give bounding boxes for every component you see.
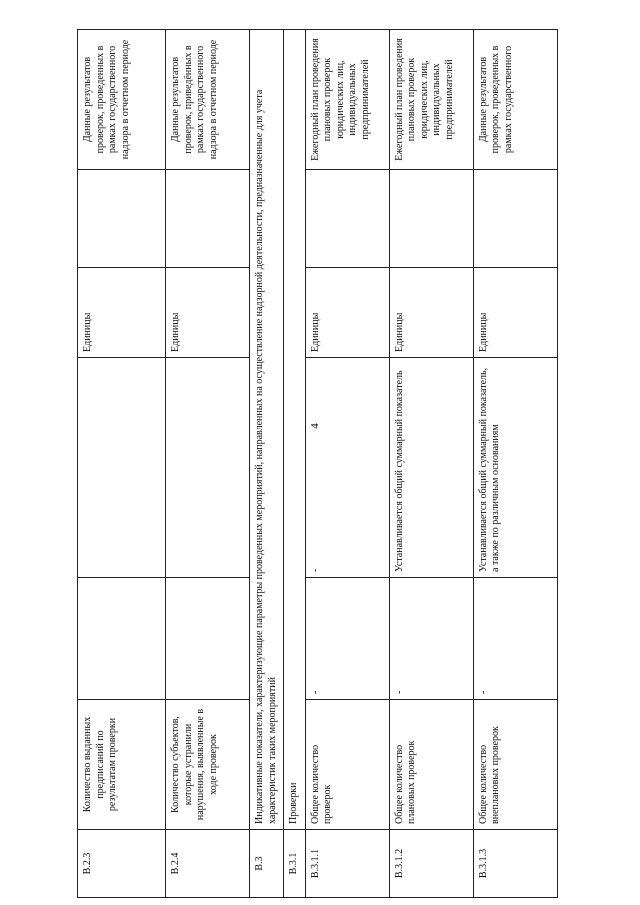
table-row: [389, 30, 473, 898]
indicator-name: Общее количество проверок: [305, 700, 389, 830]
row-code: В.2.4: [166, 830, 250, 898]
subsection-title: Проверки: [284, 30, 306, 830]
cell: [78, 358, 166, 578]
cell: -: [305, 358, 389, 578]
indicator-name: Количество субъектов, которые устранили нарушения, выявленные в ходе проверок: [166, 700, 250, 830]
row-code: В.3.1.3: [473, 830, 557, 898]
section-row: [250, 30, 284, 898]
cell: Устанавливается общий суммарный показатель: [389, 358, 473, 578]
indicator-name: Общее количество плановых проверок: [389, 700, 473, 830]
section-code: В.3: [250, 830, 284, 898]
cell: [78, 170, 166, 268]
source-cell: Данные результатов проверок, проведенных в рамках государственного надзора в отчетном периоде: [78, 30, 166, 170]
table-row: [78, 30, 166, 898]
cell: -: [389, 578, 473, 700]
subsection-row: [284, 30, 306, 898]
table-row: [305, 30, 389, 898]
cell: -: [473, 578, 557, 700]
unit-cell: Единицы: [78, 268, 166, 358]
row-code: В.3.1.2: [389, 830, 473, 898]
section-title: Индикативные показатели, характеризующие параметры проведенных мероприятий, направленных на осуществление надзорной деятельности, предназначенные для учета характеристик таких мероприятий: [250, 30, 284, 830]
cell: [166, 578, 250, 700]
cell: -: [305, 578, 389, 700]
page-number: 4: [308, 423, 321, 429]
indicator-name: Общее количество внеплановых проверок: [473, 700, 557, 830]
unit-cell: Единицы: [389, 268, 473, 358]
indicators-table: [77, 29, 558, 898]
source-cell: Данные результатов проверок, проведенных в рамках государственного: [473, 30, 557, 170]
unit-cell: Единицы: [166, 268, 250, 358]
cell: [473, 170, 557, 268]
row-code: В.3.1.1: [305, 830, 389, 898]
table-row: [166, 30, 250, 898]
rotated-table-sheet: [77, 30, 595, 898]
subsection-code: В.3.1: [284, 830, 306, 898]
indicator-name: Количество выданных предписаний по результатам проверки: [78, 700, 166, 830]
cell: Устанавливается общий суммарный показатель, а также по различным основаниям: [473, 358, 557, 578]
source-cell: Данные результатов проверок, приведённых в рамках государственного надзора в отчетном периоде: [166, 30, 250, 170]
cell: [305, 170, 389, 268]
cell: [78, 578, 166, 700]
unit-cell: Единицы: [305, 268, 389, 358]
cell: [166, 358, 250, 578]
table-row: [473, 30, 557, 898]
cell: [166, 170, 250, 268]
source-cell: Ежегодный план проведения плановых проверок юридических лиц, индивидуальных предпринимателей: [305, 30, 389, 170]
cell: [389, 170, 473, 268]
row-code: В.2.3: [78, 830, 166, 898]
unit-cell: Единицы: [473, 268, 557, 358]
source-cell: Ежегодный план проведения плановых проверок юридических лиц, индивидуальных предпринимателей: [389, 30, 473, 170]
